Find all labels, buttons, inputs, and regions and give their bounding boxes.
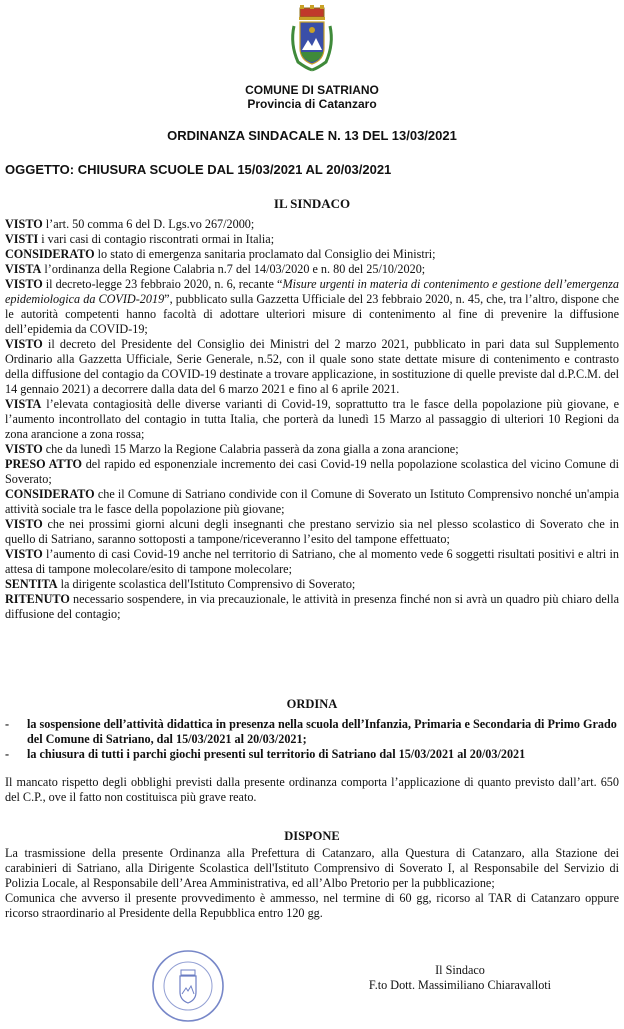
dispone-text: La trasmissione della presente Ordinanza alla Prefettura di Catanzaro, alla Questura di Catanzaro, alla Stazione dei carabinieri di Satriano, alla Dirigente Scolastica dell'Istituto Comprensivo di Soverato I, al Responsabile del Servizio di Polizia Locale, al Responsabile dell’Area Amministrativa, ed all’Albo Pretorio per la pubblicazione; Comunica che avverso il presente provvedimento è ammesso, nel termine di 60 gg, ricorso al TAR di Catanzaro oppure ricorso straordinario al Presidente della Repubblica entro 120 gg. xyxy=(5,846,619,920)
ordinance-title: ORDINANZA SINDACALE N. 13 DEL 13/03/2021 xyxy=(167,128,457,143)
signatory-name: F.to Dott. Massimiliano Chiaravalloti xyxy=(368,978,552,992)
penalty-note: Il mancato rispetto degli obblighi previsti dalla presente ordinanza comporta l’applicazione di quanto previsto dall’art. 650 del C.P., ove il fatto non costituisca più grave reato. xyxy=(5,775,619,804)
ordina-heading: ORDINA xyxy=(286,697,338,711)
orders-list xyxy=(5,717,619,762)
premise-item: PRESO ATTO del rapido ed esponenziale incremento dei casi Covid-19 nella popolazione scolastica del vicino Comune di Soverato; xyxy=(5,457,619,486)
premise-item: VISTO l’aumento di casi Covid-19 anche nel territorio di Satriano, che al momento vede 6 soggetti risultati positivi e altri in attesa di tampone molecolare/esito di tampone molecolare; xyxy=(5,547,619,576)
municipality-name: COMUNE DI SATRIANO xyxy=(245,83,379,97)
premises-list xyxy=(5,217,619,622)
premise-item: VISTO l’art. 50 comma 6 del D. Lgs.vo 267/2000; xyxy=(5,217,255,231)
premise-item: VISTO che da lunedì 15 Marzo la Regione Calabria passerà da zona gialla a zona arancione; xyxy=(5,442,459,456)
signatory-role: Il Sindaco xyxy=(435,963,485,977)
premise-item: CONSIDERATO lo stato di emergenza sanitaria proclamato dal Consiglio dei Ministri; xyxy=(5,247,436,261)
premise-item: VISTO il decreto-legge 23 febbraio 2020, n. 6, recante “Misure urgenti in materia di contenimento e gestione dell’emergenza epidemiologica da COVID-2019”, pubblicato sulla Gazzetta Ufficiale del 23 febbraio 2020, n. 45, che, tra l’altro, dispone che le autorità competenti hanno facoltà di adottare ulteriori misure di contenimento al fine di prevenire la diffusione dell’epidemia da COVID-19; xyxy=(5,277,619,336)
premise-item: RITENUTO necessario sospendere, in via precauzionale, le attività in presenza finché non si avrà un quadro più chiaro della diffusione del contagio; xyxy=(5,592,619,621)
dispone-heading: DISPONE xyxy=(284,829,340,843)
premise-item: VISTO che nei prossimi giorni alcuni degli insegnanti che prestano servizio sia nel plesso scolastico di Soverato che in quello di Satriano, saranno sottoposti a tampone/riceveranno l’esito del tampone effettuato; xyxy=(5,517,619,546)
mayor-heading: IL SINDACO xyxy=(273,196,351,211)
premise-item: SENTITA la dirigente scolastica dell'Istituto Comprensivo di Soverato; xyxy=(5,577,356,591)
province-name: Provincia di Catanzaro xyxy=(247,97,377,111)
premise-item: CONSIDERATO che il Comune di Satriano condivide con il Comune di Soverato un Istituto Comprensivo nonché un'ampia attività sociale tra le fasce della popolazione più giovane; xyxy=(5,487,619,516)
premise-item: VISTO il decreto del Presidente del Consiglio dei Ministri del 2 marzo 2021, pubblicato in pari data sul Supplemento Ordinario alla Gazzetta Ufficiale, Serie Generale, n.52, con il quale sono state dettate misure di contenimento e contrasto della diffusione del contagio da COVID-19 destinate a trovare applicazione, in sostituzione di quelle previste dal d.P.C.M. del 14 gennaio 2021) a decorrere dalla data del 6 marzo 2021 e fino al 6 aprile 2021. xyxy=(5,337,619,396)
signature-block xyxy=(340,963,580,993)
municipal-stamp-icon xyxy=(150,948,226,1024)
premise-item: VISTI i vari casi di contagio riscontrati ormai in Italia; xyxy=(5,232,275,246)
coat-of-arms-icon xyxy=(288,4,336,72)
order-item: - la chiusura di tutti i parchi giochi presenti sul territorio di Satriano dal 15/03/2021 al 20/03/2021 xyxy=(5,747,526,761)
premise-item: VISTA l’elevata contagiosità delle diverse varianti di Covid-19, soprattutto tra le fasce della popolazione più giovane, e l’aumento incontrollato del contagio in tutta Italia, che porterà da lunedì 15 Marzo al passaggio di ulteriori 10 Regioni da zona arancione a zona rossa; xyxy=(5,397,619,441)
premise-item: VISTA l’ordinanza della Regione Calabria n.7 del 14/03/2020 e n. 80 del 25/10/2020; xyxy=(5,262,426,276)
order-item: - la sospensione dell’attività didattica in presenza nella scuola dell’Infanzia, Primaria e Secondaria di Primo Grado del Comune di Satriano, dal 15/03/2021 al 20/03/2021; xyxy=(5,717,617,746)
subject-line: OGGETTO: CHIUSURA SCUOLE DAL 15/03/2021 AL 20/03/2021 xyxy=(5,162,392,177)
